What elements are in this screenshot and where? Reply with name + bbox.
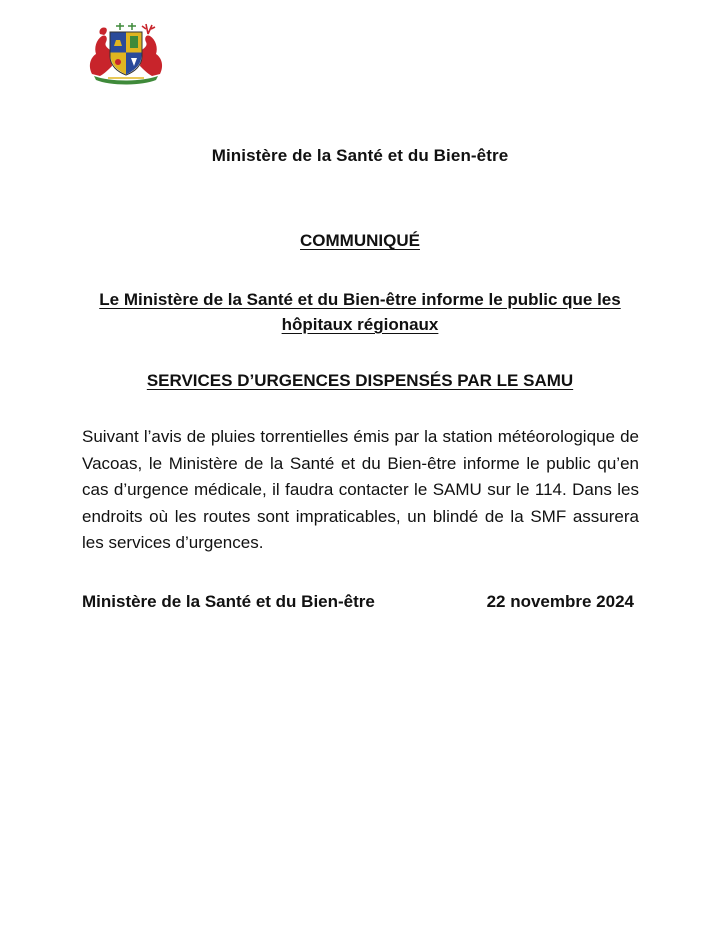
subtitle-line-2: hôpitaux régionaux xyxy=(281,315,439,334)
communique-subtitle xyxy=(80,287,640,337)
communique-date: 22 novembre 2024 xyxy=(486,592,634,611)
communique-title: COMMUNIQUÉ xyxy=(300,231,420,250)
signature-ministry: Ministère de la Santé et du Bien-être xyxy=(82,592,375,611)
ministry-heading: Ministère de la Santé et du Bien-être xyxy=(211,146,509,165)
services-heading: SERVICES D’URGENCES DISPENSÉS PAR LE SAMU xyxy=(146,371,574,390)
communique-body: Suivant l’avis de pluies torrentielles émis par la station météorologique de Vacoas, le Ministère de la Santé et du Bien-être informe le public qu’en cas d’urgence médicale, il faudra contacter le SAMU sur le 114. Dans les endroits où les routes sont impraticables, un blindé de la SMF assurera les services d’urgences. xyxy=(82,427,639,552)
coat-of-arms-icon xyxy=(86,20,166,86)
subtitle-line-1: Le Ministère de la Santé et du Bien-être informe le public que les xyxy=(99,290,621,309)
